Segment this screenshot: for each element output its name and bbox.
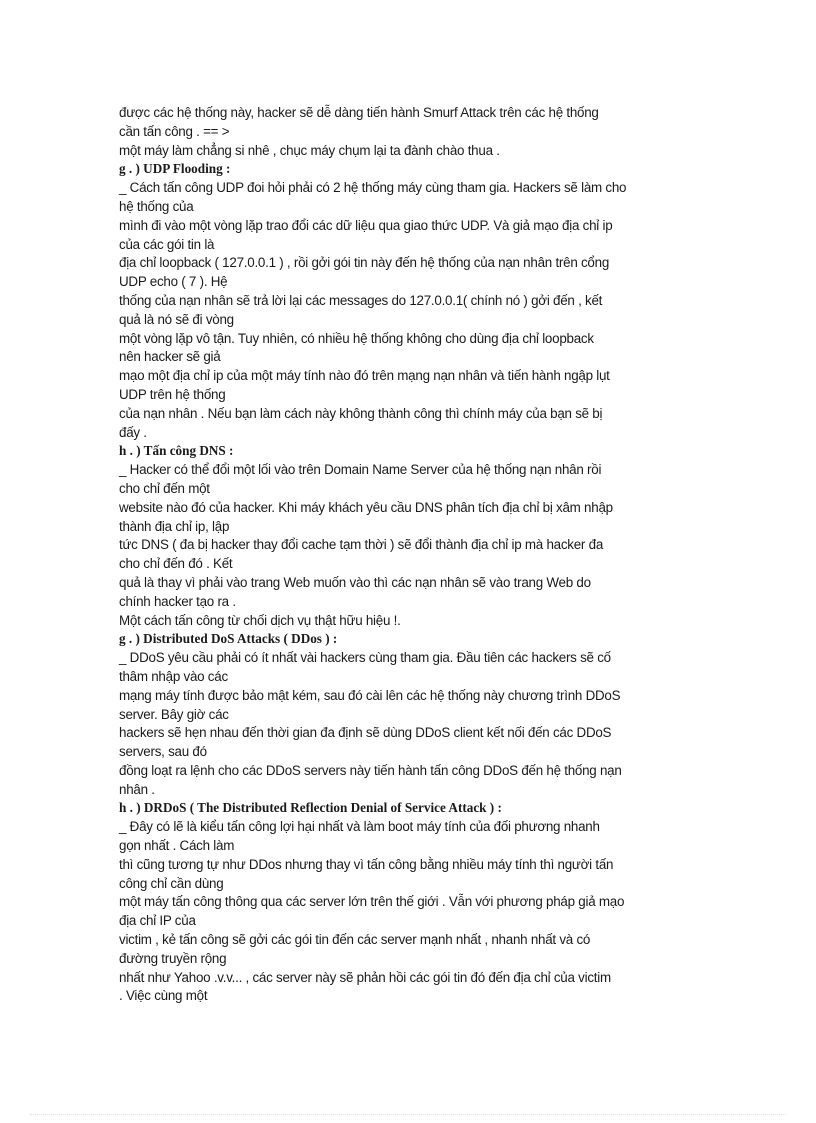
text-line: gọn nhất . Cách làm (119, 838, 235, 854)
text-line: của nạn nhân . Nếu bạn làm cách này không thành công thì chính máy của bạn sẽ bị (119, 405, 603, 421)
text-line: công chỉ cần dùng (119, 875, 224, 891)
text-line: nhất như Yahoo .v.v... , các server này sẽ phản hồi các gói tin đó đến địa chỉ của victim (119, 969, 611, 985)
text-line: _ DDoS yêu cầu phải có ít nhất vài hackers cùng tham gia. Đầu tiên các hackers sẽ cố (119, 650, 611, 666)
text-line: đấy . (119, 424, 147, 440)
section-heading: h . ) DRDoS ( The Distributed Reflection Denial of Service Attack ) : (119, 800, 502, 816)
text-line: quả là nó sẽ đi vòng (119, 311, 234, 327)
section-heading: h . ) Tấn công DNS : (119, 443, 234, 459)
text-line: một máy tấn công thông qua các server lớn trên thế giới . Vẫn với phương pháp giả mạo (119, 894, 625, 910)
text-line: mạo một địa chỉ ip của một máy tính nào đó trên mạng nạn nhân và tiến hành ngập lụt (119, 368, 610, 384)
text-line: địa chỉ IP của (119, 913, 196, 929)
text-line: thống của nạn nhân sẽ trả lời lại các messages do 127.0.0.1( chính nó ) gởi đến , kết (119, 292, 603, 308)
text-line: thành địa chỉ ip, lập (119, 518, 230, 534)
text-line: chính hacker tạo ra . (119, 593, 236, 609)
text-line: cho chỉ đến một (119, 480, 210, 496)
text-line: UDP trên hệ thống (119, 386, 226, 402)
text-line: được các hệ thống này, hacker sẽ dễ dàng tiến hành Smurf Attack trên các hệ thống (119, 105, 599, 120)
text-line: cho chỉ đến đó . Kết (119, 556, 233, 572)
text-line: thâm nhập vào các (119, 668, 228, 684)
text-line: đồng loạt ra lệnh cho các DDoS servers này tiến hành tấn công DDoS đến hệ thống nạn (119, 762, 622, 778)
text-line: servers, sau đó (119, 744, 207, 760)
text-line: nhân . (119, 781, 155, 797)
text-line: mình đi vào một vòng lặp trao đổi các dữ liệu qua giao thức UDP. Và giả mạo địa chỉ ip (119, 217, 613, 233)
text-line: server. Bây giờ các (119, 706, 229, 722)
text-line: victim , kẻ tấn công sẽ gởi các gói tin đến các server mạnh nhất , nhanh nhất và có (119, 932, 591, 948)
text-line: của các gói tin là (119, 236, 215, 252)
section-heading: g . ) Distributed DoS Attacks ( DDos ) : (119, 631, 338, 647)
text-line: một máy làm chẳng si nhê , chục máy chụm lại ta đành chào thua . (119, 142, 500, 158)
text-line: Một cách tấn công từ chối dịch vụ thật hữu hiệu !. (119, 612, 401, 628)
text-line: _ Đây có lẽ là kiểu tấn công lợi hại nhất và làm boot máy tính của đối phương nhanh (119, 819, 600, 835)
text-line: hackers sẽ hẹn nhau đến thời gian đa định sẽ dùng DDoS client kết nối đến các DDoS (119, 725, 612, 741)
document-body (119, 104, 704, 1006)
text-line: tức DNS ( đa bị hacker thay đổi cache tạm thời ) sẽ đổi thành địa chỉ ip mà hacker đa (119, 537, 604, 553)
text-line: _ Cách tấn công UDP đoi hỏi phải có 2 hệ thống máy cùng tham gia. Hackers sẽ làm cho (119, 180, 627, 196)
text-line: UDP echo ( 7 ). Hệ (119, 274, 228, 290)
text-line: website nào đó của hacker. Khi máy khách yêu cầu DNS phân tích địa chỉ bị xâm nhập (119, 499, 613, 515)
text-line: . Việc cùng một (119, 988, 208, 1004)
text-line: một vòng lặp vô tận. Tuy nhiên, có nhiều hệ thống không cho dùng địa chỉ loopback (119, 330, 594, 346)
page-bottom-rule (30, 1114, 786, 1115)
text-line: mạng máy tính được bảo mật kém, sau đó cài lên các hệ thống này chương trình DDoS (119, 687, 621, 703)
text-line: nên hacker sẽ giả (119, 349, 221, 365)
text-line: cần tấn công . == > (119, 123, 230, 139)
text-line: quả là thay vì phải vào trang Web muốn vào thì các nạn nhân sẽ vào trang Web do (119, 574, 591, 590)
text-line: địa chỉ loopback ( 127.0.0.1 ) , rồi gởi gói tin này đến hệ thống của nạn nhân trên cổng (119, 255, 610, 271)
text-line: _ Hacker có thể đổi một lối vào trên Domain Name Server của hệ thống nạn nhân rồi (119, 462, 602, 478)
text-line: thì cũng tương tự như DDos nhưng thay vì tấn công bằng nhiều máy tính thì người tấn (119, 856, 614, 872)
text-line: đường truyền rộng (119, 950, 227, 966)
text-line: hệ thống của (119, 198, 194, 214)
section-heading: g . ) UDP Flooding : (119, 161, 231, 177)
